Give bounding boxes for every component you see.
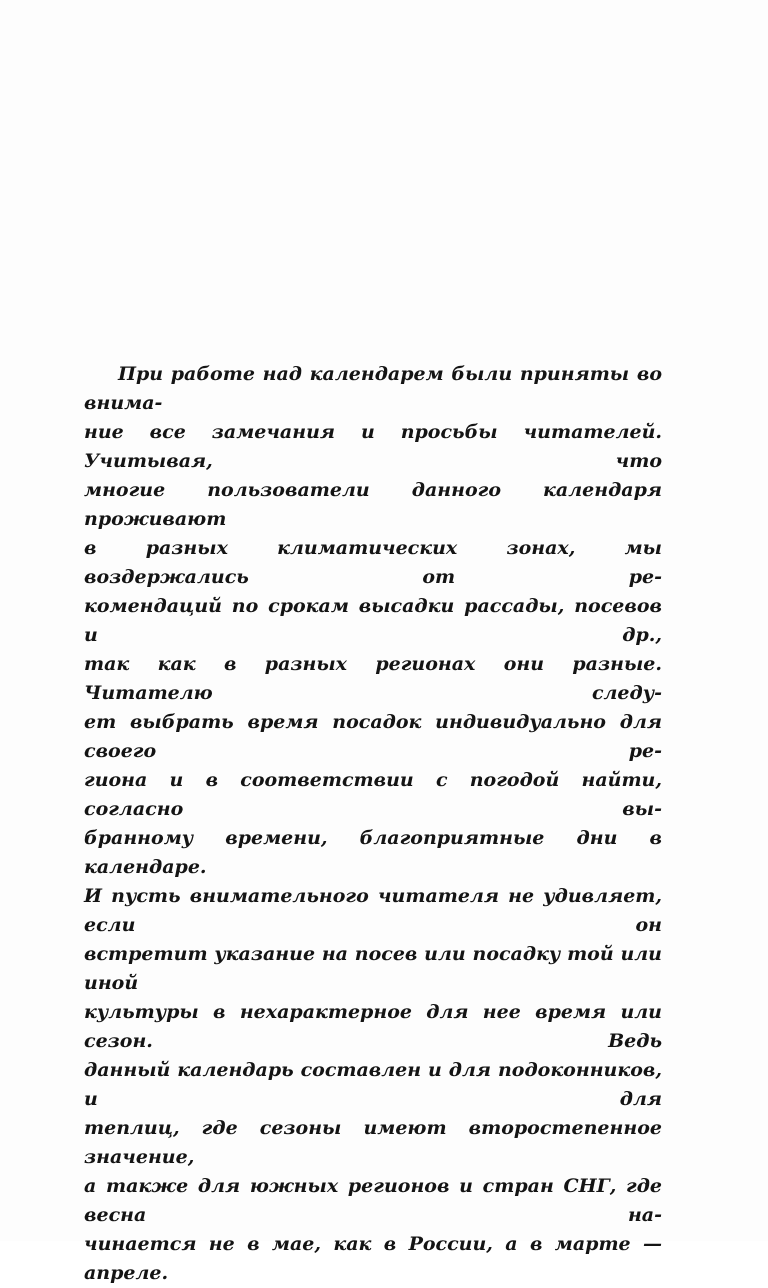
text-line: а также для южных регионов и стран СНГ, где весна на- (84, 1175, 662, 1226)
text-line: данный календарь составлен и для подоконников, и для (84, 1059, 662, 1110)
text-line: гиона и в соответствии с погодой найти, согласно вы- (84, 769, 662, 820)
text-line: ние все замечания и просьбы читателей. Учитывая, что (84, 421, 662, 472)
text-line: И пусть внимательного читателя не удивляет, если он (84, 885, 662, 936)
text-line: чинается не в мае, как в России, а в марте — апреле. (84, 1233, 662, 1284)
text-line: встретит указание на посев или посадку той или иной (84, 943, 662, 994)
text-line: в разных климатических зонах, мы воздержались от ре- (84, 537, 662, 588)
body-paragraph (84, 360, 662, 1288)
text-line: так как в разных регионах они разные. Читателю следу- (84, 653, 662, 704)
text-line: бранному времени, благоприятные дни в календаре. (84, 827, 662, 878)
text-line: многие пользователи данного календаря проживают (84, 479, 662, 530)
text-line: культуры в нехарактерное для нее время или сезон. Ведь (84, 1001, 662, 1052)
text-line: теплиц, где сезоны имеют второстепенное значение, (84, 1117, 662, 1168)
text-line: комендаций по срокам высадки рассады, посевов и др., (84, 595, 662, 646)
text-line: При работе над календарем были приняты во внима- (84, 363, 662, 414)
text-line: ет выбрать время посадок индивидуально для своего ре- (84, 711, 662, 762)
